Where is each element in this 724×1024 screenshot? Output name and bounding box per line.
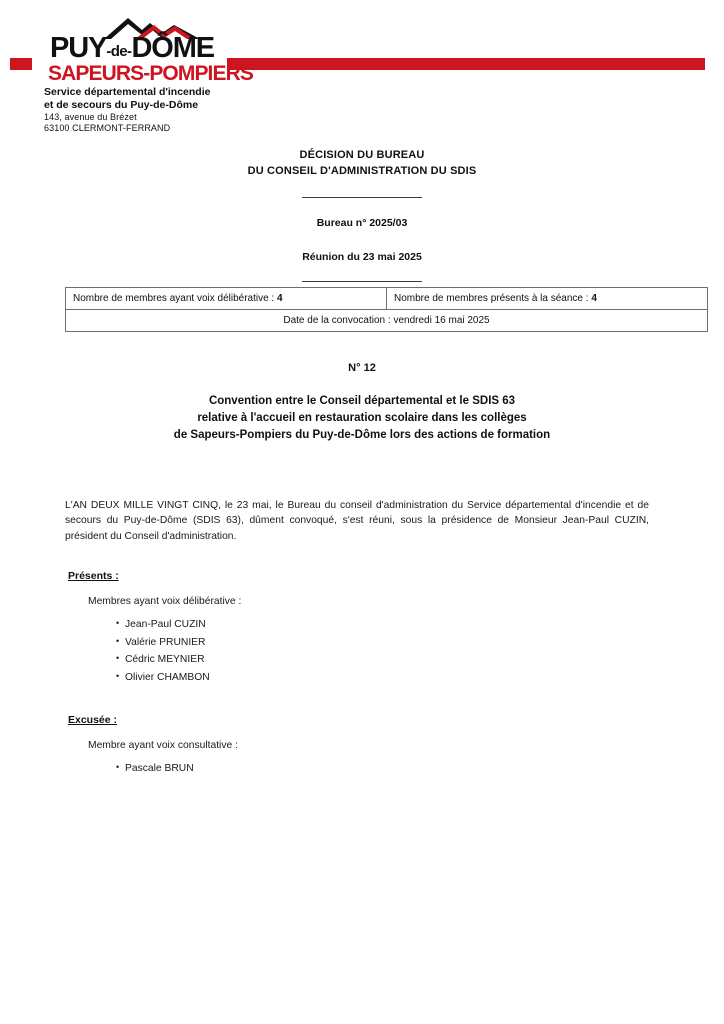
list-item: • Pascale BRUN xyxy=(116,760,628,778)
list-item: • Cédric MEYNIER xyxy=(116,651,628,669)
present-members-cell xyxy=(387,288,708,310)
list-item: • Jean-Paul CUZIN xyxy=(116,616,628,634)
convocation-date-cell: Date de la convocation : vendredi 16 mai 2025 xyxy=(66,310,708,332)
header-divider-bottom xyxy=(302,281,422,282)
bureau-number: Bureau n° 2025/03 xyxy=(316,216,408,229)
table-row xyxy=(66,288,708,310)
present-names-list xyxy=(68,616,628,687)
present-section-heading: Présents : xyxy=(68,570,119,582)
logo-word-puy: PUY xyxy=(50,32,107,64)
meeting-date: Réunion du 23 mai 2025 xyxy=(302,250,422,263)
decision-title-line-2: relative à l'accueil en restauration scolaire dans les collèges xyxy=(197,411,527,424)
opening-paragraph: L'AN DEUX MILLE VINGT CINQ, le 23 mai, le Bureau du conseil d'administration du Service départemental d'incendie et de secours du Puy-de-Dôme (SDIS 63), dûment convoqué, s'est réuni, sous la présidence de Monsieur Jean-Paul CUZIN, président du Conseil d'administration. xyxy=(65,500,649,542)
present-section-subheading: Membres ayant voix délibérative : xyxy=(88,596,242,607)
deliberative-members-cell xyxy=(66,288,387,310)
decision-number: N° 12 xyxy=(348,362,376,374)
address-street: 143, avenue du Brézet xyxy=(44,111,137,122)
excused-names-list xyxy=(68,760,628,778)
document-title-line-1: DÉCISION DU BUREAU xyxy=(299,149,425,161)
deliberative-members-value: 4 xyxy=(276,292,283,304)
address-city: 63100 CLERMONT-FERRAND xyxy=(44,122,171,133)
header-divider-top xyxy=(302,197,422,198)
logo-wordmark-bottom: SAPEURS-POMPIERS xyxy=(48,62,253,85)
deliberative-members-label: Nombre de membres ayant voix délibérative : xyxy=(73,292,277,304)
letterhead xyxy=(0,0,724,140)
organization-line-2: et de secours du Puy-de-Dôme xyxy=(44,98,199,111)
excused-section xyxy=(68,714,628,778)
table-row xyxy=(66,310,708,332)
decision-title-line-3: de Sapeurs-Pompiers du Puy-de-Dôme lors des actions de formation xyxy=(173,428,551,441)
decision-title-line-1: Convention entre le Conseil départemental et le SDIS 63 xyxy=(208,395,516,407)
excused-section-subheading: Membre ayant voix consultative : xyxy=(88,740,238,751)
present-members-label: Nombre de membres présents à la séance : xyxy=(394,292,592,304)
present-members-value: 4 xyxy=(591,292,597,304)
logo-red-bar-accent xyxy=(227,58,705,70)
list-item: • Olivier CHAMBON xyxy=(116,669,628,687)
decision-title xyxy=(0,393,724,444)
sender-address-block xyxy=(44,86,210,134)
logo-red-square-accent xyxy=(10,58,32,70)
document-header xyxy=(0,148,724,282)
logo-word-dome: DÔME xyxy=(131,32,215,64)
logo-word-de: -de- xyxy=(106,43,132,60)
organization-line-1: Service départemental d'incendie xyxy=(44,86,211,98)
document-title-line-2: DU CONSEIL D'ADMINISTRATION DU SDIS xyxy=(247,164,477,177)
list-item: • Valérie PRUNIER xyxy=(116,634,628,652)
logo-wordmark-top xyxy=(50,34,214,63)
present-section xyxy=(68,570,628,687)
excused-section-heading: Excusée : xyxy=(68,714,118,726)
members-count-table xyxy=(65,287,708,332)
